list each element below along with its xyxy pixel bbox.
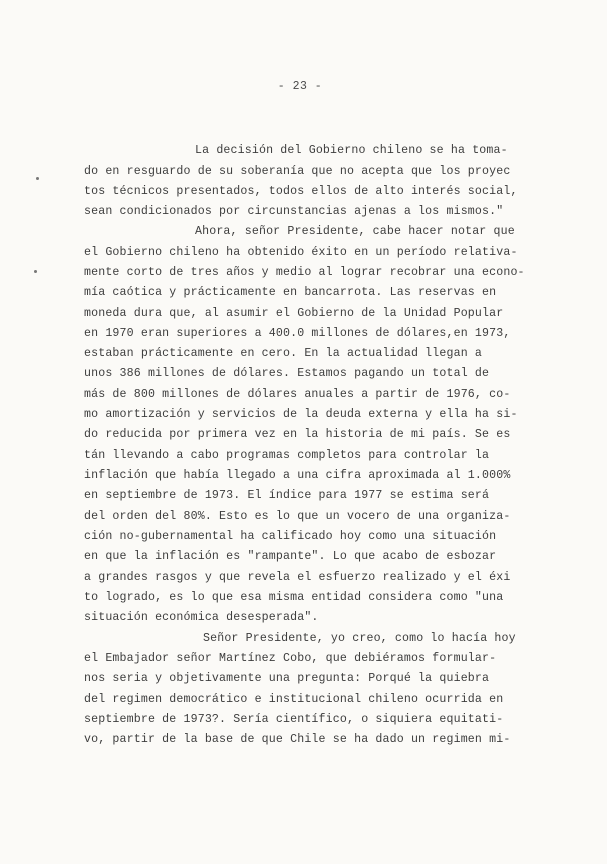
- text-line: vo, partir de la base de que Chile se ha dado un regimen mi-: [84, 733, 511, 746]
- text-line: en que la inflación es "rampante". Lo que acabo de esbozar: [84, 550, 497, 563]
- text-line: del orden del 80%. Esto es lo que un vocero de una organiza-: [84, 510, 511, 523]
- text-line: a grandes rasgos y que revela el esfuerzo realizado y el éxi: [84, 571, 511, 584]
- text-line: inflación que había llegado a una cifra aproximada al 1.000%: [84, 469, 511, 482]
- text-line: do reducida por primera vez en la historia de mi país. Se es: [84, 428, 511, 441]
- text-line: el Gobierno chileno ha obtenido éxito en un período relativa-: [84, 246, 518, 259]
- text-line: La decisión del Gobierno chileno se ha toma-: [195, 144, 508, 157]
- text-line: Ahora, señor Presidente, cabe hacer notar que: [195, 225, 515, 238]
- scan-speck: [34, 270, 37, 273]
- text-line: tán llevando a cabo programas completos para controlar la: [84, 449, 490, 462]
- text-line: moneda dura que, al asumir el Gobierno de la Unidad Popular: [84, 307, 504, 320]
- text-line: en septiembre de 1973. El índice para 1977 se estima será: [84, 489, 490, 502]
- text-line: unos 386 millones de dólares. Estamos pagando un total de: [84, 367, 490, 380]
- text-line: más de 800 millones de dólares anuales a partir de 1976, co-: [84, 388, 511, 401]
- text-line: mía caótica y prácticamente en bancarrota. Las reservas en: [84, 286, 497, 299]
- text-line: septiembre de 1973?. Sería científico, o siquiera equitati-: [84, 713, 504, 726]
- text-line: do en resguardo de su soberanía que no acepta que los proyec: [84, 165, 511, 178]
- text-line: del regimen democrático e institucional chileno ocurrida en: [84, 693, 504, 706]
- text-line: tos técnicos presentados, todos ellos de alto interés social,: [84, 185, 518, 198]
- text-line: sean condicionados por circunstancias ajenas a los mismos.": [84, 205, 504, 218]
- text-line: el Embajador señor Martínez Cobo, que debiéramos formular-: [84, 652, 497, 665]
- text-line: Señor Presidente, yo creo, como lo hacía hoy: [203, 632, 516, 645]
- text-line: ción no-gubernamental ha calificado hoy como una situación: [84, 530, 497, 543]
- text-line: estaban prácticamente en cero. En la actualidad llegan a: [84, 347, 483, 360]
- scan-speck: [36, 177, 39, 180]
- text-line: to logrado, es lo que esa misma entidad considera como "una: [84, 591, 504, 604]
- text-line: mo amortización y servicios de la deuda externa y ella ha si-: [84, 408, 518, 421]
- text-line: situación económica desesperada".: [84, 611, 319, 624]
- text-line: mente corto de tres años y medio al lograr recobrar una econo-: [84, 266, 525, 279]
- text-line: nos seria y objetivamente una pregunta: Porqué la quiebra: [84, 672, 490, 685]
- text-line: en 1970 eran superiores a 400.0 millones de dólares,en 1973,: [84, 327, 511, 340]
- page-number: - 23 -: [277, 80, 323, 93]
